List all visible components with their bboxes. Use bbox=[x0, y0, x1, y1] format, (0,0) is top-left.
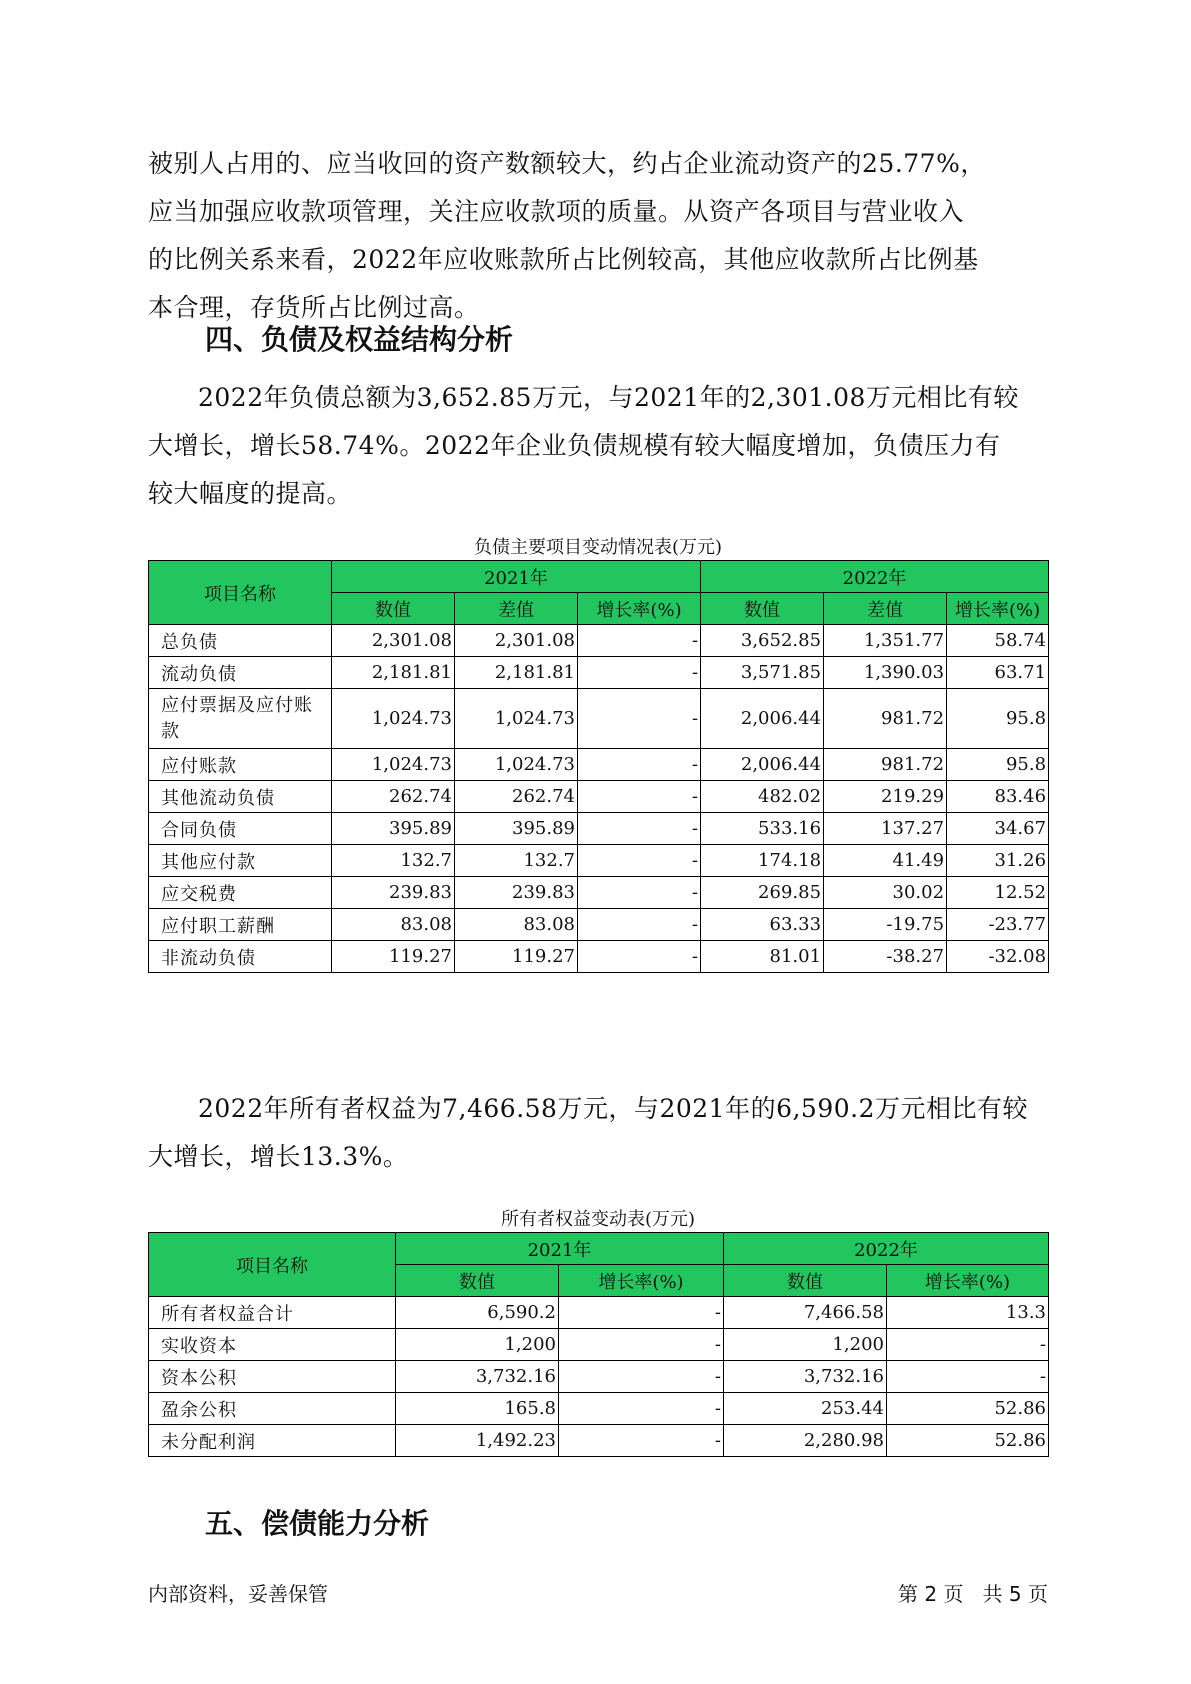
table-row bbox=[149, 781, 1049, 813]
value-cell: 7,466.58 bbox=[724, 1297, 887, 1329]
value-cell: 137.27 bbox=[824, 813, 947, 845]
value-cell: 132.7 bbox=[455, 845, 578, 877]
value-cell: 95.8 bbox=[947, 689, 1049, 749]
subheader-diff: 差值 bbox=[824, 593, 947, 625]
value-cell: 83.08 bbox=[332, 909, 455, 941]
value-cell: 262.74 bbox=[332, 781, 455, 813]
table-row bbox=[149, 845, 1049, 877]
value-cell: -38.27 bbox=[824, 941, 947, 973]
value-cell: - bbox=[578, 845, 701, 877]
value-cell: - bbox=[559, 1361, 724, 1393]
text-line: 被别人占用的、应当收回的资产数额较大，约占企业流动资产的25.77%， bbox=[148, 149, 986, 178]
value-cell: - bbox=[559, 1425, 724, 1457]
value-cell: - bbox=[578, 877, 701, 909]
value-cell: 1,024.73 bbox=[455, 749, 578, 781]
value-cell: 239.83 bbox=[455, 877, 578, 909]
item-name-cell: 应付账款 bbox=[149, 749, 332, 781]
subheader-rate: 增长率(%) bbox=[947, 593, 1049, 625]
item-name-cell: 流动负债 bbox=[149, 657, 332, 689]
value-cell: - bbox=[559, 1393, 724, 1425]
table-row bbox=[149, 877, 1049, 909]
item-name-cell: 未分配利润 bbox=[149, 1425, 396, 1457]
value-cell: 239.83 bbox=[332, 877, 455, 909]
table-row bbox=[149, 1425, 1049, 1457]
item-name-cell: 其他流动负债 bbox=[149, 781, 332, 813]
value-cell: 219.29 bbox=[824, 781, 947, 813]
item-name-cell: 应付职工薪酬 bbox=[149, 909, 332, 941]
text-line: 较大幅度的提高。 bbox=[148, 479, 353, 508]
table-row bbox=[149, 813, 1049, 845]
text-line: 本合理，存货所占比例过高。 bbox=[148, 293, 480, 322]
liabilities-table bbox=[148, 560, 1049, 973]
text-line: 的比例关系来看，2022年应收账款所占比例较高，其他应收款所占比例基 bbox=[148, 245, 979, 274]
value-cell: 3,732.16 bbox=[724, 1361, 887, 1393]
value-cell: 533.16 bbox=[701, 813, 824, 845]
item-name-cell: 合同负债 bbox=[149, 813, 332, 845]
paragraph-receivables bbox=[148, 140, 1048, 332]
value-cell: 119.27 bbox=[455, 941, 578, 973]
value-cell: -23.77 bbox=[947, 909, 1049, 941]
value-cell: 2,280.98 bbox=[724, 1425, 887, 1457]
text-line: 应当加强应收款项管理，关注应收款项的质量。从资产各项目与营业收入 bbox=[148, 197, 965, 226]
table-row bbox=[149, 1393, 1049, 1425]
value-cell: 81.01 bbox=[701, 941, 824, 973]
value-cell: 1,200 bbox=[396, 1329, 559, 1361]
value-cell: 1,200 bbox=[724, 1329, 887, 1361]
value-cell: - bbox=[578, 813, 701, 845]
col-header-2021: 2021年 bbox=[332, 561, 701, 593]
value-cell: 1,492.23 bbox=[396, 1425, 559, 1457]
item-name-cell: 其他应付款 bbox=[149, 845, 332, 877]
value-cell: 83.08 bbox=[455, 909, 578, 941]
value-cell: 2,301.08 bbox=[332, 625, 455, 657]
value-cell: 52.86 bbox=[887, 1425, 1049, 1457]
value-cell: 34.67 bbox=[947, 813, 1049, 845]
footer-confidential-note: 内部资料，妥善保管 bbox=[148, 1582, 328, 1606]
subheader-rate: 增长率(%) bbox=[578, 593, 701, 625]
subheader-value: 数值 bbox=[332, 593, 455, 625]
value-cell: 174.18 bbox=[701, 845, 824, 877]
table-row bbox=[149, 657, 1049, 689]
subheader-value: 数值 bbox=[396, 1265, 559, 1297]
text-line: 大增长，增长13.3%。 bbox=[148, 1142, 409, 1171]
value-cell: - bbox=[559, 1297, 724, 1329]
value-cell: 1,351.77 bbox=[824, 625, 947, 657]
item-name-cell: 总负债 bbox=[149, 625, 332, 657]
paragraph-liabilities bbox=[148, 374, 1048, 518]
value-cell: 132.7 bbox=[332, 845, 455, 877]
value-cell: 2,181.81 bbox=[332, 657, 455, 689]
value-cell: 253.44 bbox=[724, 1393, 887, 1425]
value-cell: 1,024.73 bbox=[332, 749, 455, 781]
item-name-cell: 非流动负债 bbox=[149, 941, 332, 973]
value-cell: 1,390.03 bbox=[824, 657, 947, 689]
subheader-value: 数值 bbox=[701, 593, 824, 625]
value-cell: 981.72 bbox=[824, 689, 947, 749]
section-heading-4: 四、负债及权益结构分析 bbox=[205, 323, 514, 356]
value-cell: 13.3 bbox=[887, 1297, 1049, 1329]
subheader-diff: 差值 bbox=[455, 593, 578, 625]
value-cell: - bbox=[887, 1329, 1049, 1361]
value-cell: 2,301.08 bbox=[455, 625, 578, 657]
item-name-cell: 资本公积 bbox=[149, 1361, 396, 1393]
value-cell: - bbox=[578, 909, 701, 941]
item-name-cell: 所有者权益合计 bbox=[149, 1297, 396, 1329]
text-line: 2022年负债总额为3,652.85万元，与2021年的2,301.08万元相比有较 bbox=[198, 383, 1019, 412]
section-heading-5: 五、偿债能力分析 bbox=[205, 1507, 430, 1540]
table1-caption: 负债主要项目变动情况表(万元) bbox=[473, 537, 723, 558]
table-row bbox=[149, 1297, 1049, 1329]
value-cell: -32.08 bbox=[947, 941, 1049, 973]
value-cell: 95.8 bbox=[947, 749, 1049, 781]
col-header-2022: 2022年 bbox=[724, 1233, 1049, 1265]
subheader-rate: 增长率(%) bbox=[559, 1265, 724, 1297]
value-cell: - bbox=[578, 941, 701, 973]
value-cell: 119.27 bbox=[332, 941, 455, 973]
text-line: 2022年所有者权益为7,466.58万元，与2021年的6,590.2万元相比有较 bbox=[198, 1094, 1028, 1123]
table-row bbox=[149, 1361, 1049, 1393]
col-header-name: 项目名称 bbox=[149, 1233, 396, 1297]
table-row bbox=[149, 749, 1049, 781]
paragraph-equity bbox=[148, 1085, 1048, 1181]
value-cell: 269.85 bbox=[701, 877, 824, 909]
value-cell: 30.02 bbox=[824, 877, 947, 909]
table-row bbox=[149, 941, 1049, 973]
value-cell: 2,006.44 bbox=[701, 749, 824, 781]
subheader-value: 数值 bbox=[724, 1265, 887, 1297]
value-cell: 2,006.44 bbox=[701, 689, 824, 749]
subheader-rate: 增长率(%) bbox=[887, 1265, 1049, 1297]
value-cell: 6,590.2 bbox=[396, 1297, 559, 1329]
value-cell: 3,571.85 bbox=[701, 657, 824, 689]
equity-table bbox=[148, 1232, 1049, 1457]
value-cell: 63.33 bbox=[701, 909, 824, 941]
col-header-2021: 2021年 bbox=[396, 1233, 724, 1265]
value-cell: 1,024.73 bbox=[455, 689, 578, 749]
value-cell: - bbox=[578, 749, 701, 781]
value-cell: 41.49 bbox=[824, 845, 947, 877]
value-cell: 3,732.16 bbox=[396, 1361, 559, 1393]
footer-page-number: 第 2 页 共 5 页 bbox=[898, 1582, 1048, 1606]
value-cell: 165.8 bbox=[396, 1393, 559, 1425]
value-cell: 1,024.73 bbox=[332, 689, 455, 749]
col-header-2022: 2022年 bbox=[701, 561, 1049, 593]
item-name-cell: 应交税费 bbox=[149, 877, 332, 909]
value-cell: 83.46 bbox=[947, 781, 1049, 813]
value-cell: - bbox=[578, 689, 701, 749]
item-name-cell: 盈余公积 bbox=[149, 1393, 396, 1425]
text-line: 大增长，增长58.74%。2022年企业负债规模有较大幅度增加，负债压力有 bbox=[148, 431, 1001, 460]
table-row bbox=[149, 689, 1049, 749]
value-cell: 395.89 bbox=[455, 813, 578, 845]
value-cell: - bbox=[887, 1361, 1049, 1393]
value-cell: 58.74 bbox=[947, 625, 1049, 657]
value-cell: 981.72 bbox=[824, 749, 947, 781]
value-cell: 52.86 bbox=[887, 1393, 1049, 1425]
value-cell: 262.74 bbox=[455, 781, 578, 813]
col-header-name: 项目名称 bbox=[149, 561, 332, 625]
item-name-cell: 实收资本 bbox=[149, 1329, 396, 1361]
table-row bbox=[149, 909, 1049, 941]
table2-caption: 所有者权益变动表(万元) bbox=[500, 1209, 696, 1230]
value-cell: -19.75 bbox=[824, 909, 947, 941]
table-row bbox=[149, 625, 1049, 657]
value-cell: 31.26 bbox=[947, 845, 1049, 877]
item-name-cell: 应付票据及应付账款 bbox=[149, 689, 332, 749]
value-cell: - bbox=[559, 1329, 724, 1361]
table-row bbox=[149, 1329, 1049, 1361]
value-cell: 2,181.81 bbox=[455, 657, 578, 689]
value-cell: 482.02 bbox=[701, 781, 824, 813]
value-cell: 395.89 bbox=[332, 813, 455, 845]
value-cell: 63.71 bbox=[947, 657, 1049, 689]
value-cell: - bbox=[578, 625, 701, 657]
value-cell: 3,652.85 bbox=[701, 625, 824, 657]
value-cell: - bbox=[578, 781, 701, 813]
value-cell: 12.52 bbox=[947, 877, 1049, 909]
value-cell: - bbox=[578, 657, 701, 689]
